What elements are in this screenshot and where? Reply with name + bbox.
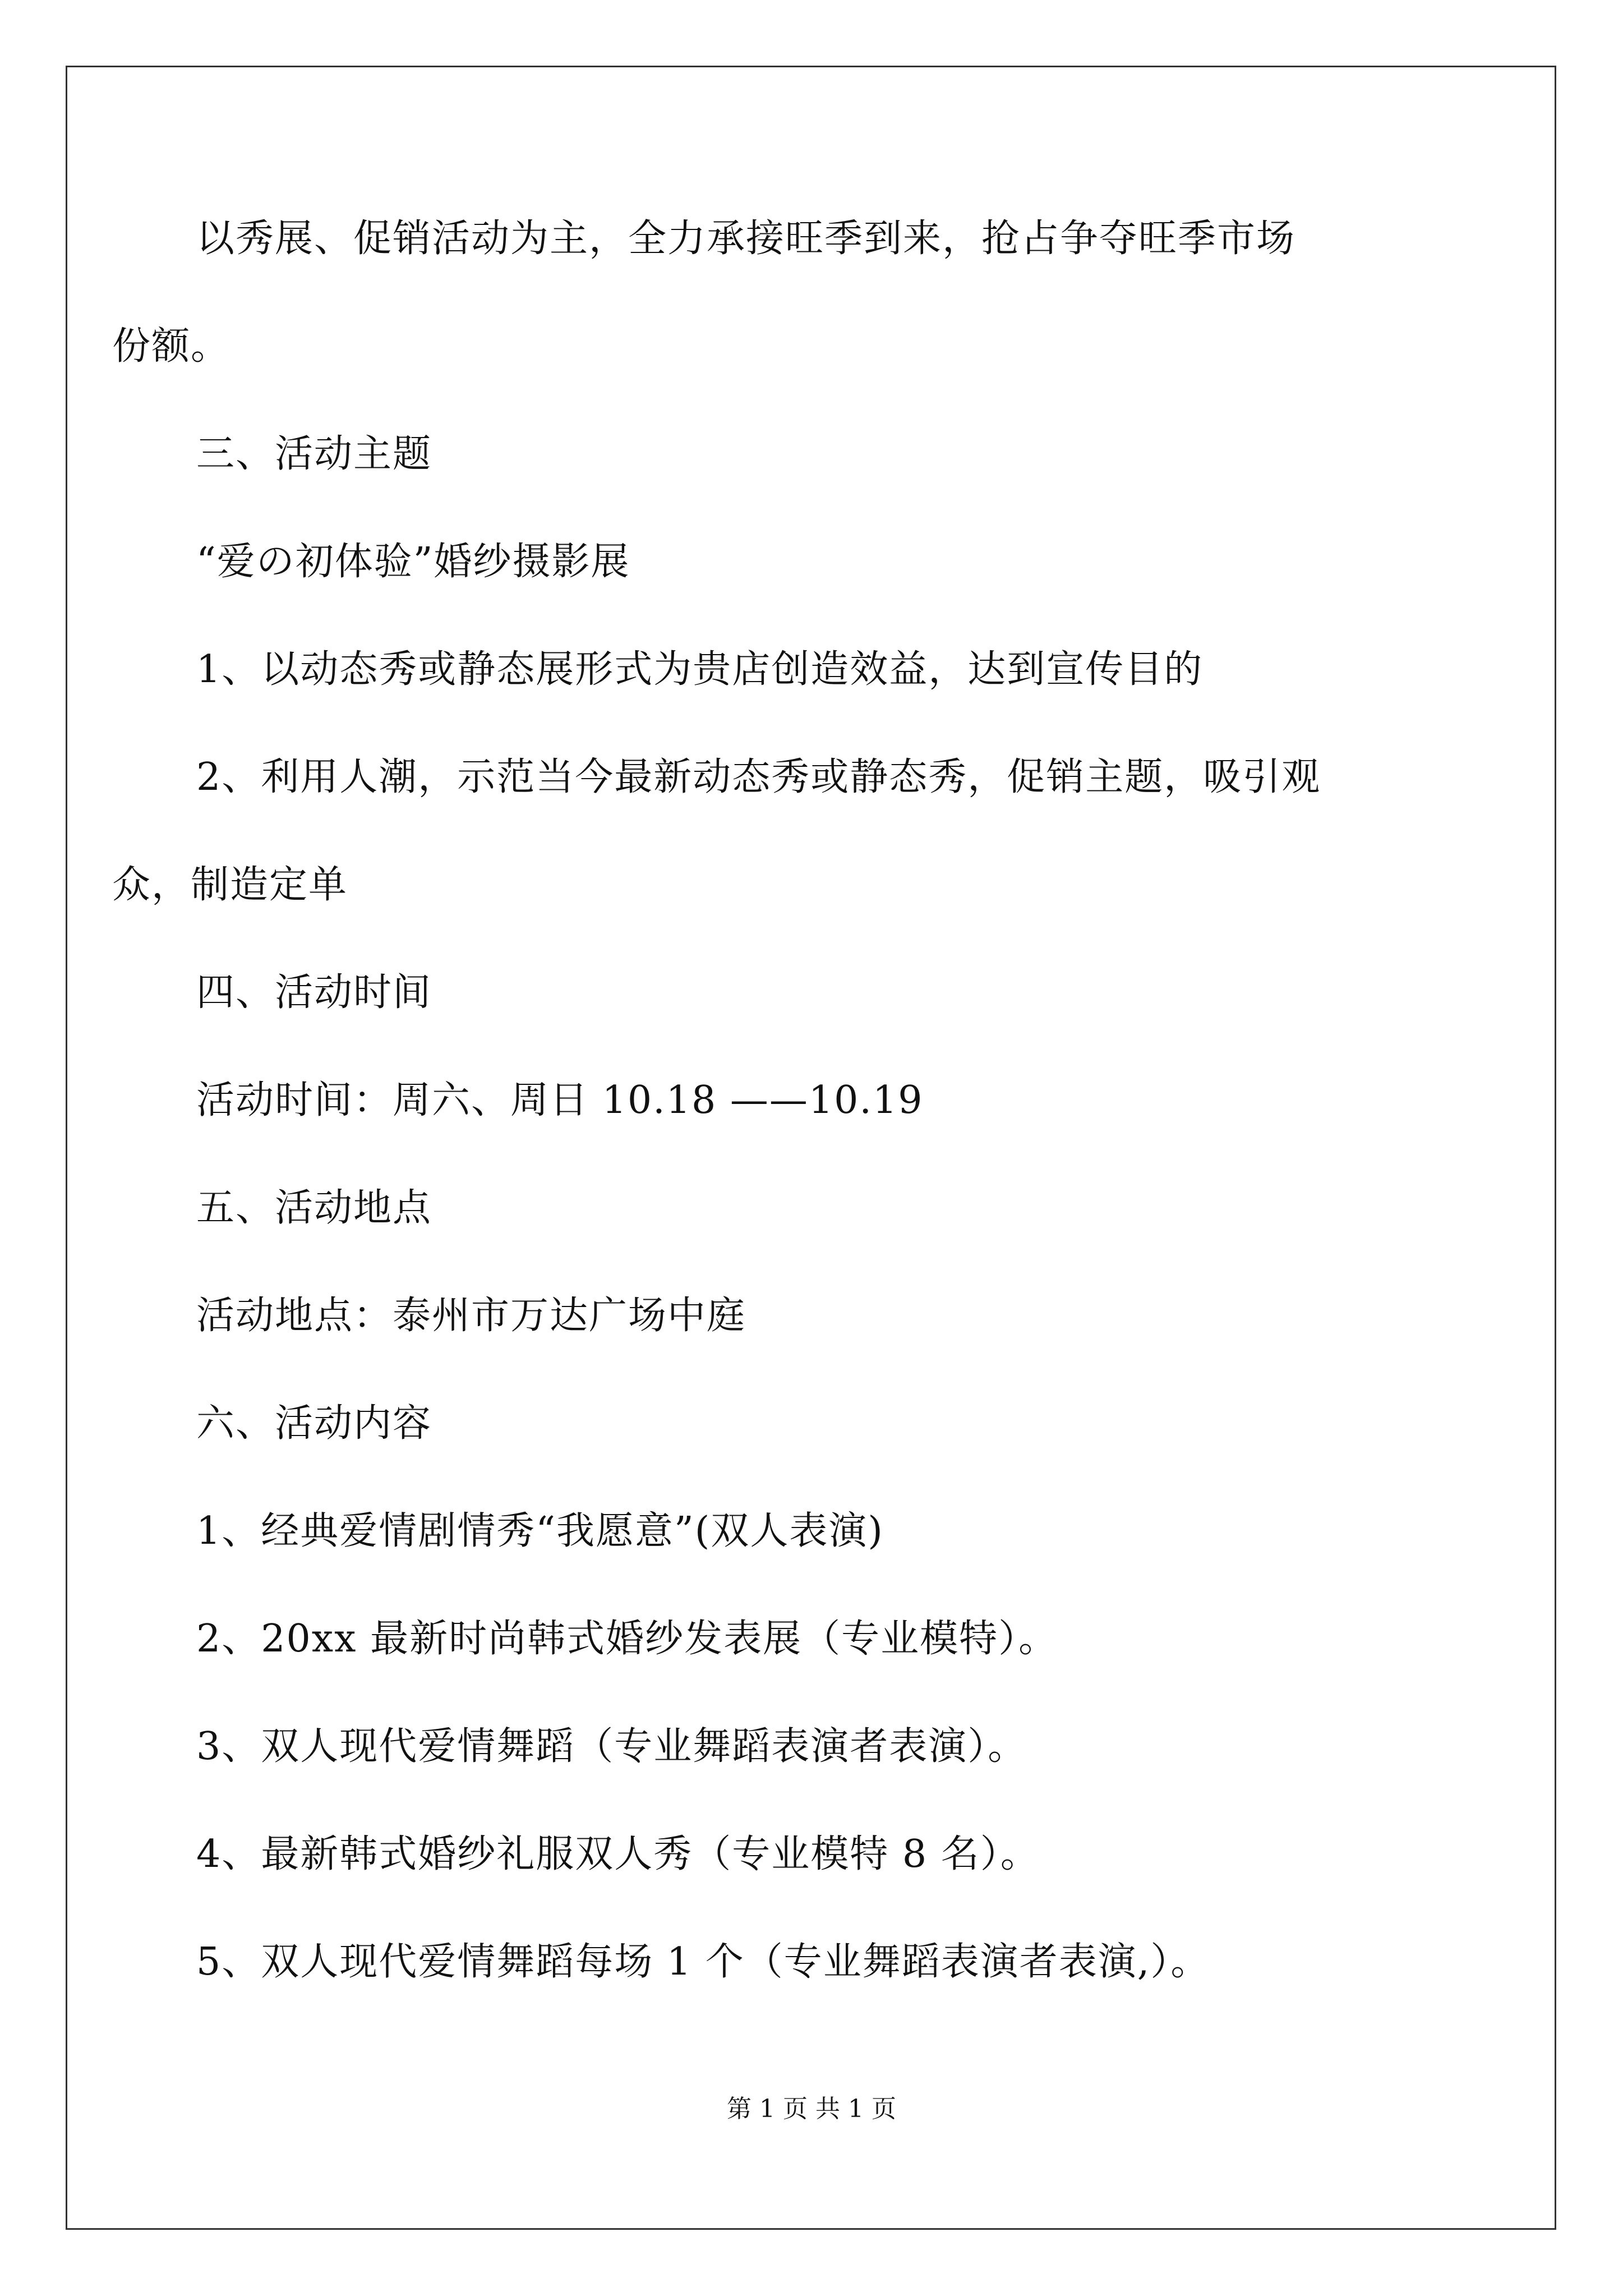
section-heading-content: 六、活动内容	[196, 1401, 432, 1446]
content-item-3: 3、双人现代爱情舞蹈（专业舞蹈表演者表演）。	[196, 1724, 1027, 1769]
document-body	[112, 213, 1430, 1988]
theme-item-2-line-2: 众，制造定单	[112, 863, 348, 907]
theme-item-2-line-1: 2、利用人潮，示范当今最新动态秀或静态秀，促销主题，吸引观	[196, 755, 1321, 799]
page-footer: 第 1 页 共 1 页	[727, 2095, 896, 2123]
event-time: 活动时间：周六、周日 10.18 ——10.19	[196, 1078, 924, 1122]
event-location: 活动地点：泰州市万达广场中庭	[196, 1294, 746, 1338]
content-item-2: 2、20xx 最新时尚韩式婚纱发表展（专业模特）。	[196, 1617, 1058, 1661]
content-item-5: 5、双人现代爱情舞蹈每场 1 个（专业舞蹈表演者表演,）。	[196, 1940, 1210, 1984]
content-item-1: 1、经典爱情剧情秀“我愿意”(双人表演)	[196, 1509, 884, 1553]
theme-title: “爱の初体验”婚纱摄影展	[196, 540, 630, 584]
content-item-4: 4、最新韩式婚纱礼服双人秀（专业模特 8 名）。	[196, 1832, 1040, 1876]
paragraph-intro-line-1: 以秀展、促销活动为主，全力承接旺季到来，抢占争夺旺季市场	[196, 217, 1296, 261]
section-heading-theme: 三、活动主题	[196, 432, 432, 476]
section-heading-time: 四、活动时间	[196, 970, 432, 1015]
theme-item-1: 1、以动态秀或静态展形式为贵店创造效益，达到宣传目的	[196, 647, 1204, 692]
paragraph-intro-line-2: 份额。	[112, 324, 230, 369]
section-heading-location: 五、活动地点	[196, 1186, 432, 1230]
